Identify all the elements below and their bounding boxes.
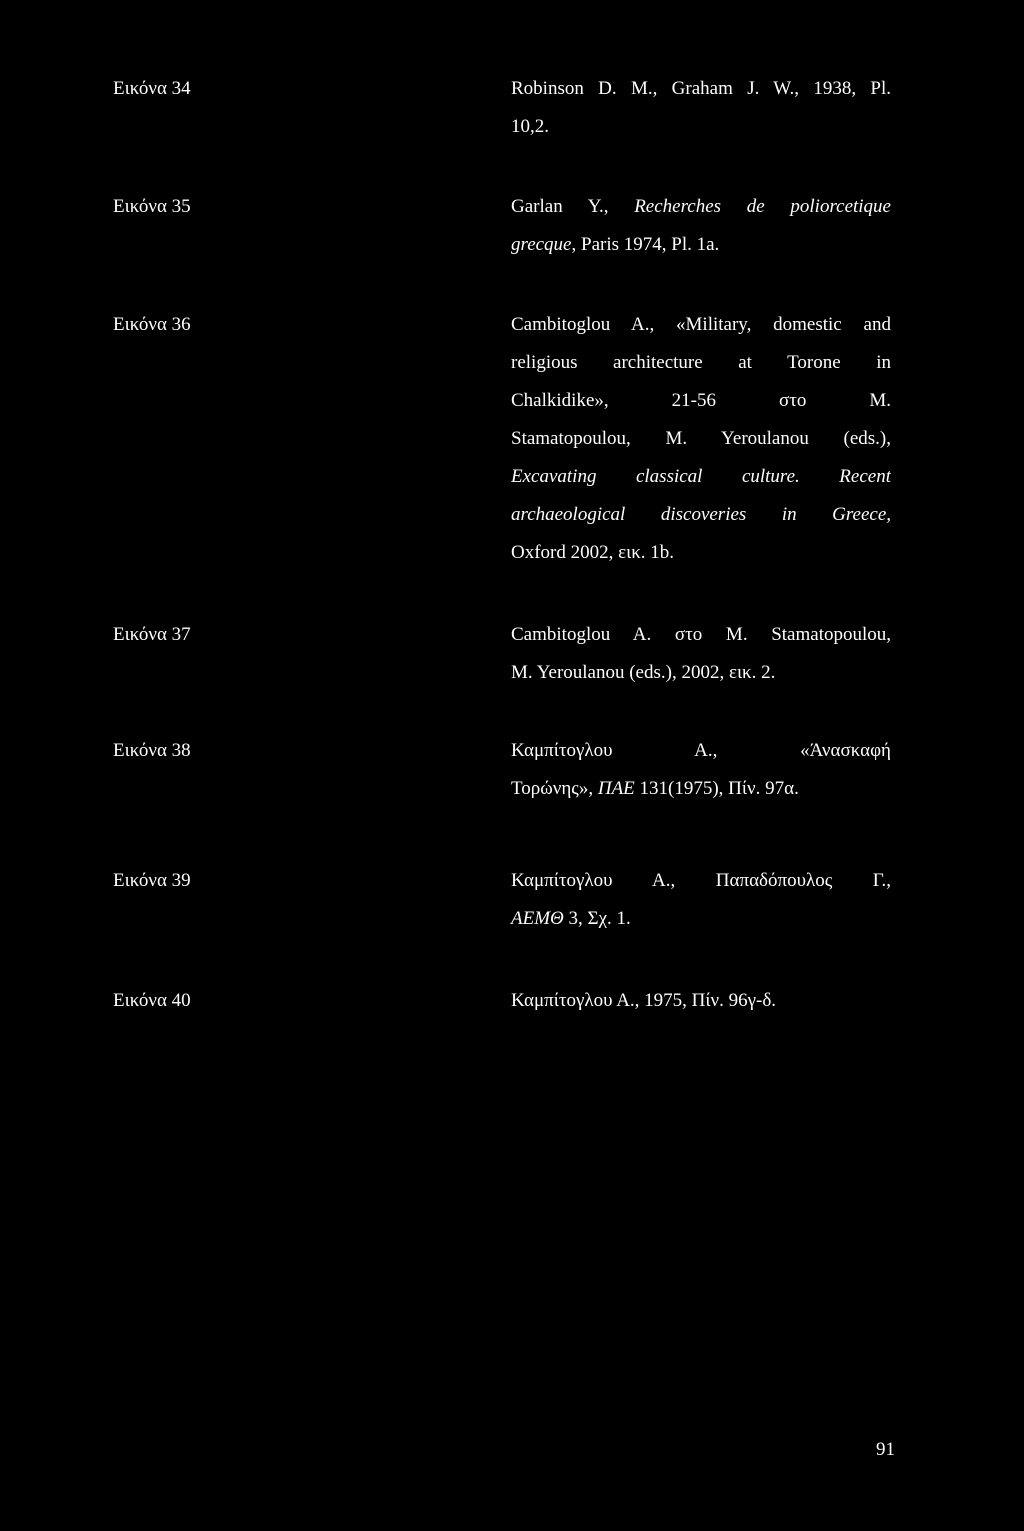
reference-line: Chalkidike», 21-56 στο Μ. <box>511 390 891 411</box>
figure-reference <box>511 616 891 692</box>
figure-label: Εικόνα 39 <box>113 870 191 891</box>
reference-line: Robinson D. M., Graham J. W., 1938, Pl. <box>511 78 891 99</box>
reference-line: Excavating classical culture. Recent <box>511 466 891 487</box>
reference-line: ΑΕΜΘ 3, Σχ. 1. <box>511 908 631 929</box>
figure-reference <box>511 306 891 572</box>
reference-line: Oxford 2002, εικ. 1b. <box>511 542 675 563</box>
figure-reference <box>511 70 891 146</box>
page-number: 91 <box>876 1439 895 1460</box>
reference-line: religious architecture at Torone in <box>511 352 891 373</box>
reference-line: Καμπίτογλου Α., Παπαδόπουλος Γ., <box>511 870 891 891</box>
reference-line: Stamatopoulou, M. Yeroulanou (eds.), <box>511 428 891 449</box>
figure-reference <box>511 188 891 264</box>
reference-line: Τορώνης», ΠΑΕ 131(1975), Πίν. 97α. <box>511 778 799 799</box>
figure-reference <box>511 862 891 938</box>
reference-line: M. Yeroulanou (eds.), 2002, εικ. 2. <box>511 662 776 683</box>
figure-label: Εικόνα 34 <box>113 78 191 99</box>
reference-line: Cambitoglou A. στο Μ. Stamatopoulou, <box>511 624 891 645</box>
reference-line: Καμπίτογλου Α., 1975, Πίν. 96γ-δ. <box>511 990 777 1011</box>
figure-reference <box>511 732 891 808</box>
figure-reference <box>511 982 891 1020</box>
figure-label: Εικόνα 37 <box>113 624 191 645</box>
figure-label: Εικόνα 35 <box>113 196 191 217</box>
figure-label: Εικόνα 38 <box>113 740 191 761</box>
reference-line: 10,2. <box>511 116 549 137</box>
figure-label: Εικόνα 40 <box>113 990 191 1011</box>
reference-line: Καμπίτογλου Α., «Άνασκαφή <box>511 740 891 761</box>
reference-line: Cambitoglou A., «Military, domestic and <box>511 314 891 335</box>
reference-line: archaeological discoveries in Greece, <box>511 504 891 525</box>
reference-line: grecque, Paris 1974, Pl. 1a. <box>511 234 720 255</box>
reference-line: Garlan Y., Recherches de poliorcetique <box>511 196 891 217</box>
figure-label: Εικόνα 36 <box>113 314 191 335</box>
